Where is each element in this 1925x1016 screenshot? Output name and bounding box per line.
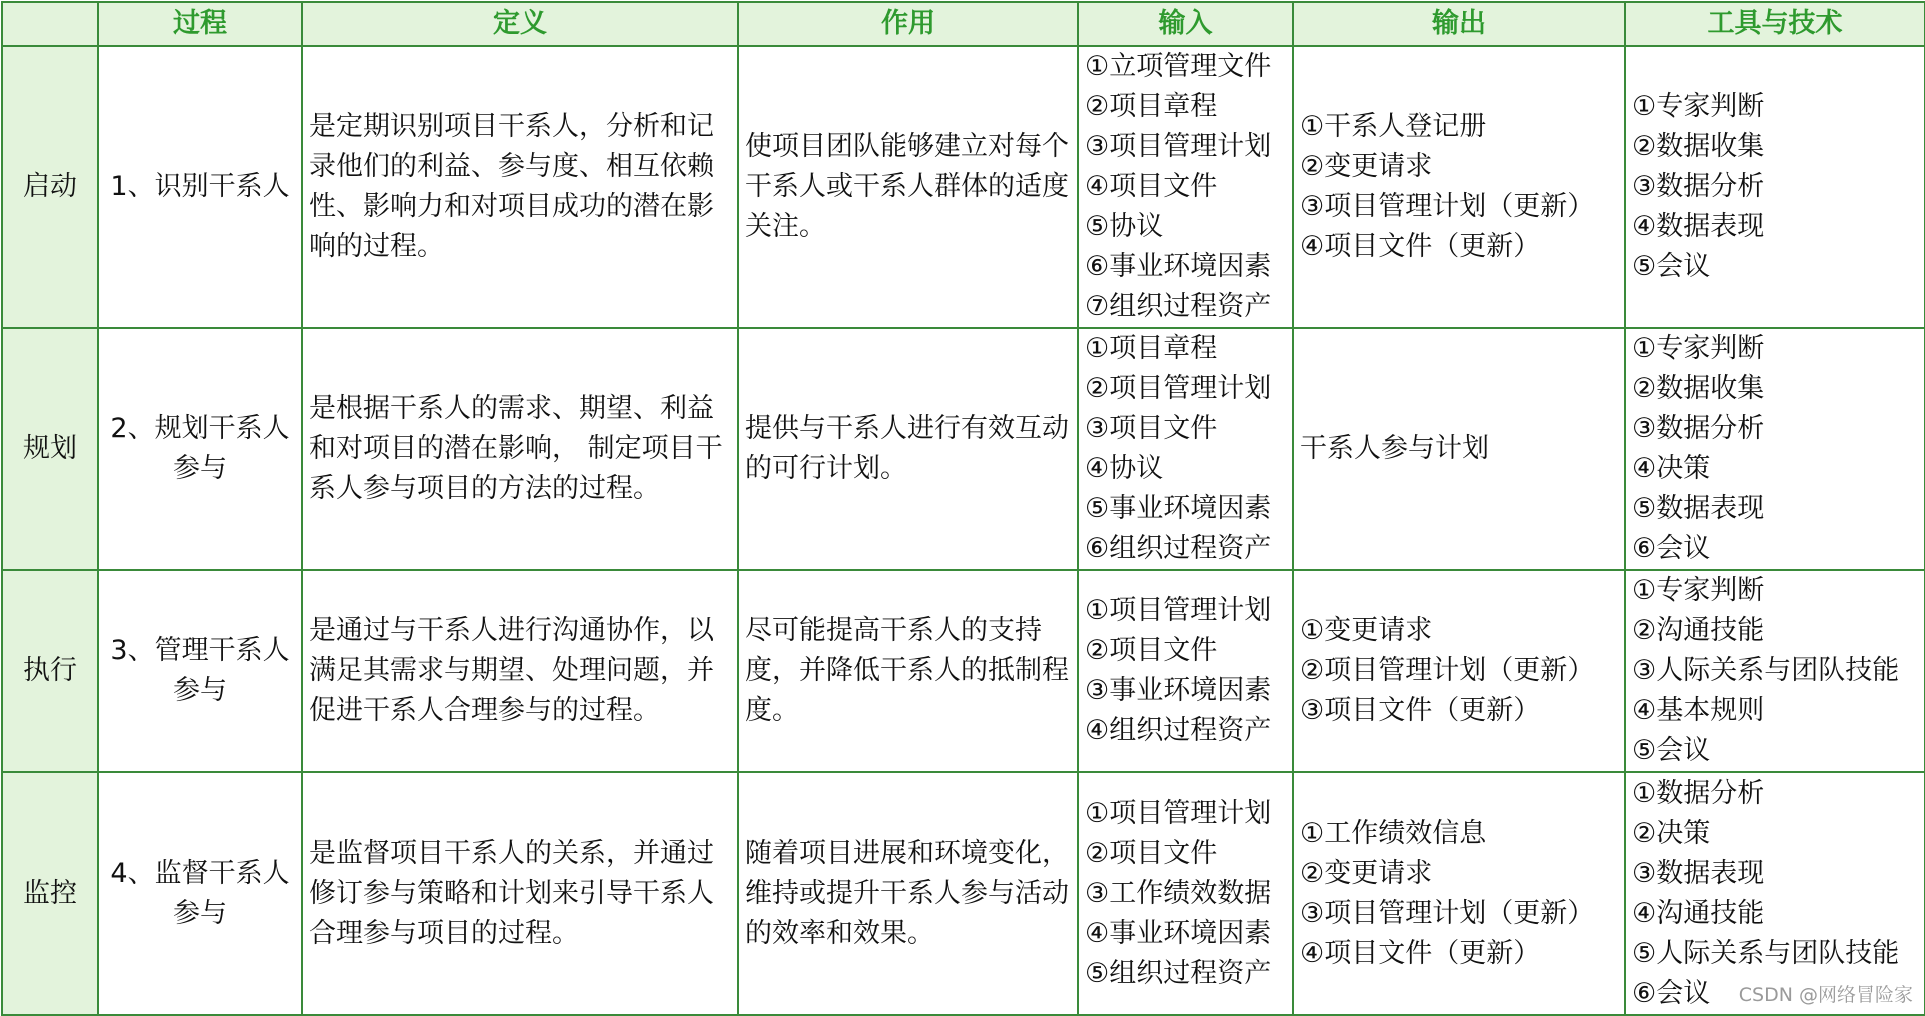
input-item: ②项目文件: [1085, 837, 1218, 869]
tool-item: ⑤会议: [1632, 251, 1711, 282]
tools-cell: [1625, 46, 1925, 328]
output-item: ③项目文件（更新）: [1300, 695, 1541, 726]
output-item: ②项目管理计划（更新）: [1300, 655, 1595, 686]
input-item: ②项目文件: [1085, 635, 1218, 666]
header-inputs: 输入: [1078, 2, 1293, 46]
table-row: [2, 46, 1925, 328]
output-item: 干系人参与计划: [1300, 433, 1489, 464]
output-item: ③项目管理计划（更新）: [1300, 191, 1595, 222]
purpose-cell: [738, 570, 1078, 772]
output-item: ②变更请求: [1300, 857, 1433, 889]
phase-cell: [2, 328, 98, 570]
outputs-cell: [1293, 46, 1625, 328]
tool-item: ②数据收集: [1632, 373, 1765, 404]
stakeholder-process-table: [1, 1, 1925, 1016]
process-name-line: 参与: [173, 897, 227, 929]
header-tools: 工具与技术: [1625, 2, 1925, 46]
header-process: 过程: [98, 2, 302, 46]
input-item: ⑤组织过程资产: [1085, 957, 1272, 989]
input-item: ⑤事业环境因素: [1085, 493, 1272, 524]
output-item: ①干系人登记册: [1300, 111, 1487, 142]
tool-item: ①数据分析: [1632, 777, 1765, 809]
phase-label: 启动: [23, 171, 77, 202]
input-item: ⑦组织过程资产: [1085, 291, 1272, 322]
definition-text: 是根据干系人的需求、期望、利益和对项目的潜在影响， 制定项目干系人参与项目的方法的过程。: [309, 393, 723, 504]
input-item: ①立项管理文件: [1085, 51, 1272, 82]
input-item: ⑤协议: [1085, 211, 1164, 242]
definition-cell: [302, 328, 738, 570]
definition-text: 是监督项目干系人的关系，并通过修订参与策略和计划来引导干系人合理参与项目的过程。: [309, 837, 714, 949]
tool-item: ④数据表现: [1632, 211, 1765, 242]
tool-item: ①专家判断: [1632, 333, 1765, 364]
watermark: CSDN @网络冒险家: [1738, 984, 1913, 1006]
process-cell: [98, 328, 302, 570]
tools-cell: [1625, 772, 1925, 1015]
input-item: ③项目文件: [1085, 413, 1218, 444]
tool-item: ④沟通技能: [1632, 897, 1765, 929]
tool-item: ⑤会议: [1632, 735, 1711, 766]
tool-item: ①专家判断: [1632, 91, 1765, 122]
tool-item: ⑥会议: [1632, 977, 1711, 1009]
tool-item: ⑥会议: [1632, 533, 1711, 564]
tool-item: ②决策: [1632, 817, 1711, 849]
tools-cell: [1625, 328, 1925, 570]
inputs-cell: [1078, 772, 1293, 1015]
purpose-text: 提供与干系人进行有效互动的可行计划。: [745, 413, 1069, 484]
phase-cell: [2, 570, 98, 772]
definition-cell: [302, 46, 738, 328]
tool-item: ③数据表现: [1632, 857, 1765, 889]
process-cell: [98, 46, 302, 328]
tool-item: ②沟通技能: [1632, 615, 1765, 646]
header-purpose: 作用: [738, 2, 1078, 46]
purpose-text: 尽可能提高干系人的支持度，并降低干系人的抵制程度。: [745, 615, 1069, 726]
tool-item: ②数据收集: [1632, 131, 1765, 162]
input-item: ④事业环境因素: [1085, 917, 1272, 949]
process-name-line: 参与: [173, 453, 227, 484]
input-item: ⑥事业环境因素: [1085, 251, 1272, 282]
inputs-cell: [1078, 46, 1293, 328]
input-item: ③工作绩效数据: [1085, 877, 1272, 909]
input-item: ①项目管理计划: [1085, 595, 1272, 626]
output-item: ②变更请求: [1300, 151, 1433, 182]
input-item: ③项目管理计划: [1085, 131, 1272, 162]
inputs-cell: [1078, 570, 1293, 772]
output-item: ①工作绩效信息: [1300, 817, 1487, 849]
process-cell: [98, 570, 302, 772]
table-row: [2, 328, 1925, 570]
phase-cell: [2, 772, 98, 1015]
header-row: [2, 2, 1925, 46]
input-item: ①项目管理计划: [1085, 797, 1272, 829]
process-name-line: 1、识别干系人: [110, 171, 290, 202]
input-item: ①项目章程: [1085, 333, 1218, 364]
output-item: ④项目文件（更新）: [1300, 231, 1541, 262]
input-item: ④项目文件: [1085, 171, 1218, 202]
header-definition: 定义: [302, 2, 738, 46]
purpose-text: 随着项目进展和环境变化，维持或提升干系人参与活动的效率和效果。: [745, 837, 1069, 949]
definition-text: 是定期识别项目干系人，分析和记录他们的利益、参与度、相互依赖性、影响力和对项目成功的潜在影响的过程。: [309, 111, 714, 262]
definition-cell: [302, 772, 738, 1015]
purpose-cell: [738, 328, 1078, 570]
output-item: ④项目文件（更新）: [1300, 937, 1541, 969]
input-item: ⑥组织过程资产: [1085, 533, 1272, 564]
tool-item: ③数据分析: [1632, 171, 1765, 202]
tool-item: ⑤人际关系与团队技能: [1632, 937, 1900, 969]
header-corner: [2, 2, 98, 46]
outputs-cell: [1293, 328, 1625, 570]
input-item: ③事业环境因素: [1085, 675, 1272, 706]
process-name-line: 2、规划干系人: [110, 413, 290, 444]
tools-cell: [1625, 570, 1925, 772]
tool-item: ④决策: [1632, 453, 1711, 484]
purpose-cell: [738, 772, 1078, 1015]
definition-text: 是通过与干系人进行沟通协作，以满足其需求与期望、处理问题，并促进干系人合理参与的过程。: [309, 615, 714, 726]
table-row: [2, 772, 1925, 1015]
tool-item: ①专家判断: [1632, 575, 1765, 606]
tool-item: ④基本规则: [1632, 695, 1765, 726]
definition-cell: [302, 570, 738, 772]
table-row: [2, 570, 1925, 772]
process-cell: [98, 772, 302, 1015]
process-name-line: 4、监督干系人: [110, 857, 290, 889]
outputs-cell: [1293, 570, 1625, 772]
input-item: ②项目章程: [1085, 91, 1218, 122]
phase-label: 监控: [23, 877, 77, 909]
purpose-cell: [738, 46, 1078, 328]
tool-item: ⑤数据表现: [1632, 493, 1765, 524]
output-item: ③项目管理计划（更新）: [1300, 897, 1595, 929]
header-outputs: 输出: [1293, 2, 1625, 46]
phase-cell: [2, 46, 98, 328]
input-item: ②项目管理计划: [1085, 373, 1272, 404]
input-item: ④协议: [1085, 453, 1164, 484]
process-name-line: 3、管理干系人: [110, 635, 290, 666]
process-name-line: 参与: [173, 675, 227, 706]
tool-item: ③人际关系与团队技能: [1632, 655, 1900, 686]
inputs-cell: [1078, 328, 1293, 570]
tool-item: ③数据分析: [1632, 413, 1765, 444]
purpose-text: 使项目团队能够建立对每个干系人或干系人群体的适度关注。: [745, 131, 1069, 242]
input-item: ④组织过程资产: [1085, 715, 1272, 746]
phase-label: 执行: [23, 655, 77, 686]
outputs-cell: [1293, 772, 1625, 1015]
output-item: ①变更请求: [1300, 615, 1433, 646]
phase-label: 规划: [23, 433, 77, 464]
